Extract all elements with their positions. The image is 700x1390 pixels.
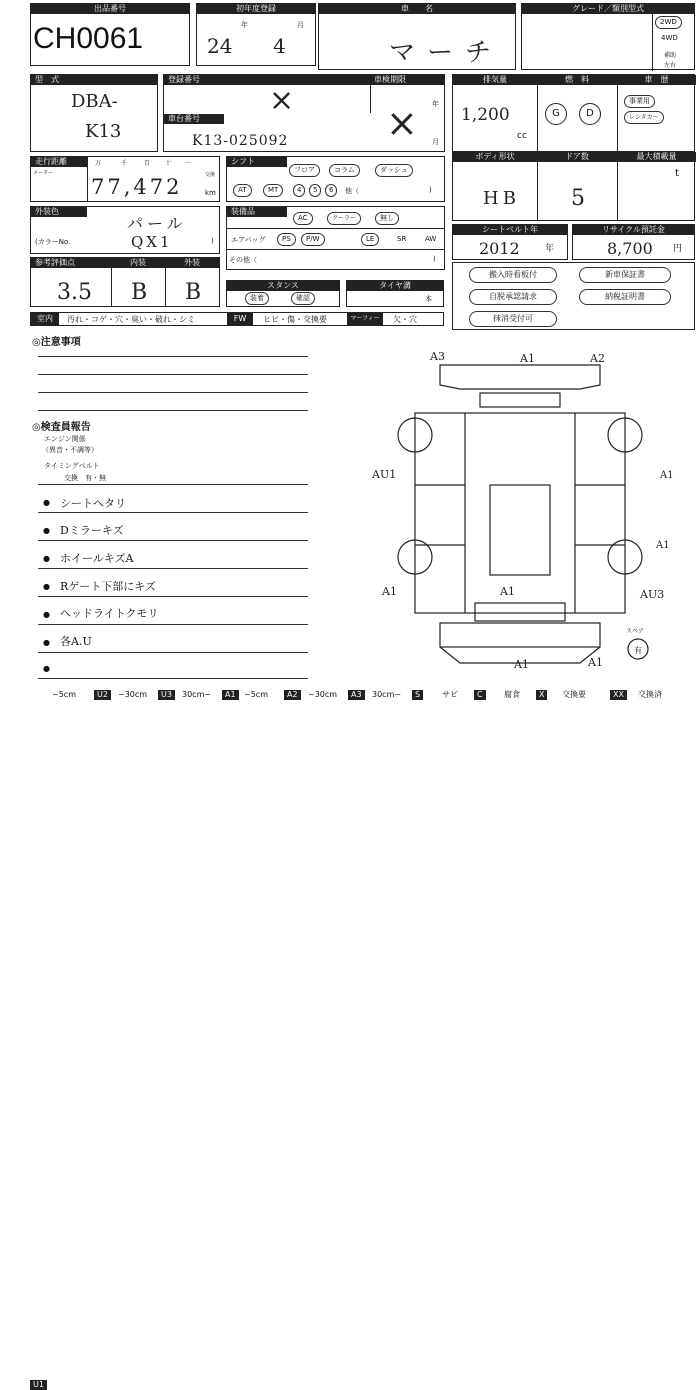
model-type-1: DBA- — [71, 91, 118, 112]
color-label: 外装色 — [31, 207, 87, 217]
displacement-label: 排気量 — [453, 75, 537, 85]
reg-month-unit: 月 — [297, 21, 304, 29]
first-registration-label: 初年度登録 — [197, 4, 315, 14]
chassis-no: K13-025092 — [192, 133, 289, 149]
digit-label-10: 十 — [165, 160, 172, 167]
doc-self-approval: 自脱承認請求 — [469, 289, 557, 305]
legend-key-u1: U1 — [30, 1380, 47, 1390]
cond-fw-value: ヒビ・傷・交換要 — [263, 315, 327, 324]
color-value: パール — [127, 214, 187, 233]
cond-in-value: 汚れ・コゲ・穴・臭い・破れ・シミ — [67, 315, 195, 324]
legend-key-a3: A3 — [348, 690, 365, 700]
shift-at: AT — [233, 184, 252, 197]
engine-label: エンジン関係 — [44, 435, 86, 443]
equip-ac: AC — [293, 212, 313, 225]
color-code: QX1 — [131, 233, 173, 251]
grade-label: グレード／類別型式 — [522, 4, 694, 14]
drive-4wd: 4WD — [661, 34, 678, 42]
capacity-unit: t — [675, 168, 679, 179]
stance-label: スタンス — [227, 281, 339, 291]
equip-airbag: エアバッグ — [231, 236, 266, 244]
tire-box — [346, 280, 444, 307]
legend-val-a3: 30cm~ — [372, 690, 402, 699]
chassis-label: 車台番号 — [164, 114, 224, 124]
diagram-grille — [475, 603, 565, 621]
score-label: 参考評価点 — [31, 258, 111, 268]
shift-mt: MT — [263, 184, 283, 197]
report-item-1: シートヘタリ — [60, 497, 126, 510]
bullet-5: ● — [43, 610, 50, 619]
legend-key-s: S — [412, 690, 423, 700]
label-a1-right: A1 — [660, 470, 674, 481]
report-item-2: Dミラーキズ — [60, 524, 124, 537]
stance-fitted: 装着 — [245, 292, 269, 305]
cond-mf-label: マーフィー — [347, 313, 383, 325]
reg-year: 24 — [207, 34, 233, 58]
legend-val-u1: ~5cm — [52, 690, 76, 699]
exterior-grade: B — [185, 280, 202, 305]
color-box — [30, 206, 220, 254]
reg-no: × — [269, 83, 295, 118]
stance-confirm: 確認 — [291, 292, 315, 305]
score-box — [30, 257, 220, 307]
exterior-label: 外装 — [165, 258, 219, 268]
digit-label-1: 一 — [185, 160, 192, 167]
lot-label: 出品番号 — [31, 4, 189, 14]
diagram-roof — [440, 365, 600, 389]
doc-cancel: 抹消受付可 — [469, 311, 557, 327]
spare-label: スペア — [626, 628, 645, 635]
legend-val-xx: 交換済 — [638, 690, 662, 699]
legend-key-u3: U3 — [158, 690, 175, 700]
mileage-unit: km — [205, 189, 216, 197]
seatbelt-year: 2012 — [479, 239, 520, 258]
history-business: 事業用 — [624, 95, 655, 108]
gear-4: 4 — [293, 184, 305, 197]
inspection-value: × — [386, 101, 418, 145]
label-a3: A3 — [430, 350, 445, 363]
legend-key-a1: A1 — [222, 690, 239, 700]
tire-label: タイヤ溝 — [347, 281, 443, 291]
grade-box — [521, 3, 695, 70]
equipment-box — [226, 206, 445, 270]
cond-mf-value: 欠・穴 — [393, 315, 417, 324]
report-item-5: ヘッドライトクモリ — [60, 607, 159, 620]
seatbelt-box — [452, 224, 568, 260]
interior-grade: B — [131, 280, 148, 305]
legend-val-u3: 30cm~ — [182, 690, 212, 699]
legend-val-x: 交換要 — [562, 690, 586, 699]
history-label: 車 歴 — [617, 75, 696, 85]
equipment-label: 装備品 — [227, 207, 287, 217]
cond-fw-label: FW — [227, 313, 253, 325]
legend-val-u2: ~30cm — [118, 690, 148, 699]
seatbelt-label: シートベルト年 — [453, 225, 567, 235]
bullet-6: ● — [43, 638, 50, 647]
fuel-diesel — [579, 103, 601, 125]
doors: 5 — [571, 186, 585, 211]
car-damage-diagram — [360, 345, 700, 685]
fuel-diesel-text: D — [586, 108, 594, 119]
label-a2: A2 — [590, 352, 605, 365]
color-code-close: ) — [211, 237, 214, 245]
equip-le: LE — [361, 233, 379, 246]
shift-label: シフト — [227, 157, 287, 167]
label-au3: AU3 — [640, 588, 665, 601]
color-code-label: (カラーNo. — [35, 238, 71, 246]
model-type-label: 型 式 — [31, 75, 157, 85]
fuel-label: 燃 料 — [537, 75, 617, 85]
inspection-label: 車検期限 — [370, 75, 444, 85]
mileage-box — [30, 156, 220, 202]
legend-val-c: 腐食 — [504, 690, 520, 699]
shift-floor: フロア — [289, 164, 320, 177]
reg-year-unit: 年 — [241, 21, 248, 29]
mileage-value: 77,472 — [91, 175, 183, 199]
car-name-label: 車 名 — [319, 4, 515, 14]
model-type-box — [30, 74, 158, 152]
recycle-label: リサイクル預託金 — [573, 225, 694, 235]
spare-value: 有 — [634, 646, 642, 655]
equip-pw: P/W — [301, 233, 325, 246]
digit-label-100: 百 — [144, 160, 151, 167]
gear-5: 5 — [309, 184, 321, 197]
bullet-4: ● — [43, 582, 50, 591]
car-name-box — [318, 3, 516, 70]
cond-in-label: 室内 — [31, 313, 59, 325]
fuel-gas-text: G — [552, 108, 560, 119]
legend-key-c: C — [474, 690, 486, 700]
documents-box — [452, 262, 695, 330]
interior-label: 内装 — [111, 258, 165, 268]
score-value: 3.5 — [57, 280, 92, 305]
recycle-box — [572, 224, 695, 260]
registration-box — [163, 74, 445, 152]
tire-value: 本 — [425, 295, 432, 303]
grade-sub-1: 補助 — [664, 52, 677, 59]
fuel-gas — [545, 103, 567, 125]
report-item-4: Rゲート下部にキズ — [60, 580, 157, 593]
capacity-label: 最大積載量 — [617, 152, 696, 162]
label-a1-right2: A1 — [656, 540, 670, 551]
shift-other-close: ) — [429, 186, 432, 194]
gear-6: 6 — [325, 184, 337, 197]
recycle-unit: 円 — [673, 244, 683, 254]
diagram-hood — [490, 485, 550, 575]
inspection-month-unit: 月 — [432, 138, 439, 146]
shift-column: コラム — [329, 164, 360, 177]
legend-key-x: X — [536, 690, 547, 700]
mileage-meter: メーター — [33, 170, 54, 176]
legend-key-xx: XX — [610, 690, 627, 700]
bullet-1: ● — [43, 498, 50, 507]
legend-key-u2: U2 — [94, 690, 111, 700]
reg-month: 4 — [273, 34, 286, 58]
seatbelt-unit: 年 — [545, 244, 555, 254]
body-type-label: ボディ形状 — [453, 152, 537, 162]
displacement-unit: cc — [517, 131, 527, 141]
inspection-year-unit: 年 — [432, 100, 439, 108]
legend-val-a1: ~5cm — [244, 690, 268, 699]
timing-sub: 交換 有・無 — [64, 474, 106, 482]
diagram-front-bumper — [440, 623, 600, 647]
diagram-rear-window — [480, 393, 560, 407]
legend-val-a2: ~30cm — [308, 690, 338, 699]
diagram-body — [415, 413, 625, 613]
label-a1-top: A1 — [520, 352, 535, 365]
recycle-fee: 8,700 — [607, 239, 653, 258]
equip-sr: SR — [397, 235, 407, 243]
equip-other-close: ) — [433, 255, 436, 263]
first-registration-box — [196, 3, 316, 66]
footer-legend — [30, 690, 700, 1389]
label-au1: AU1 — [372, 468, 397, 481]
shift-box — [226, 156, 445, 202]
drive-2wd: 2WD — [655, 16, 682, 29]
doc-warranty: 新車保証書 — [579, 267, 671, 283]
shift-dash: ダッシュ — [375, 164, 413, 177]
mileage-status: 交換 — [205, 172, 216, 178]
shift-other: 他（ — [345, 187, 359, 195]
mileage-label: 走行距離 — [31, 157, 87, 167]
body-box — [452, 151, 695, 221]
inspector-title: ◎検査員報告 — [32, 422, 91, 433]
label-a1-left-bottom: A1 — [382, 585, 397, 598]
stance-box — [226, 280, 340, 307]
displacement: 1,200 — [461, 105, 510, 125]
lot-box — [30, 3, 190, 66]
digit-label-1k: 千 — [121, 160, 128, 167]
doc-tax: 納税証明書 — [579, 289, 671, 305]
doors-label: ドア数 — [537, 152, 617, 162]
equip-other: その他（ — [229, 256, 257, 264]
model-type-2: K13 — [85, 121, 122, 142]
doc-plate: 搬入時看板付 — [469, 267, 557, 283]
label-a1-bottom-right: A1 — [588, 656, 603, 669]
reg-no-label: 登録番号 — [164, 75, 370, 85]
equip-ps: PS — [277, 233, 296, 246]
equip-none: 無し — [375, 212, 399, 225]
bullet-3: ● — [43, 554, 50, 563]
engine-box — [452, 74, 695, 152]
equip-cooler: クーラー — [327, 212, 361, 225]
label-a1-left-bottom-2: A1 — [500, 585, 515, 598]
legend-key-a2: A2 — [284, 690, 301, 700]
label-a1-bottom-left: A1 — [514, 658, 529, 671]
lot-number: CH0061 — [33, 22, 144, 55]
grade-sub-2: 左右 — [664, 62, 677, 69]
equip-aw: AW — [425, 235, 437, 243]
report-item-3: ホイールキズA — [60, 552, 134, 565]
report-item-6: 各A.U — [60, 635, 92, 648]
car-name: マーチ — [389, 38, 504, 68]
engine-sub: （異音・不調等） — [42, 446, 98, 454]
body-type: HB — [483, 188, 520, 209]
bullet-7: ● — [43, 664, 50, 673]
digit-label-10k: 万 — [95, 160, 102, 167]
notes-title: ◎注意事項 — [32, 337, 81, 348]
history-rental: レンタカー — [624, 111, 664, 124]
bullet-2: ● — [43, 526, 50, 535]
legend-val-s: サビ — [442, 690, 458, 699]
timing-label: タイミングベルト — [44, 462, 100, 470]
condition-bar — [30, 312, 444, 326]
